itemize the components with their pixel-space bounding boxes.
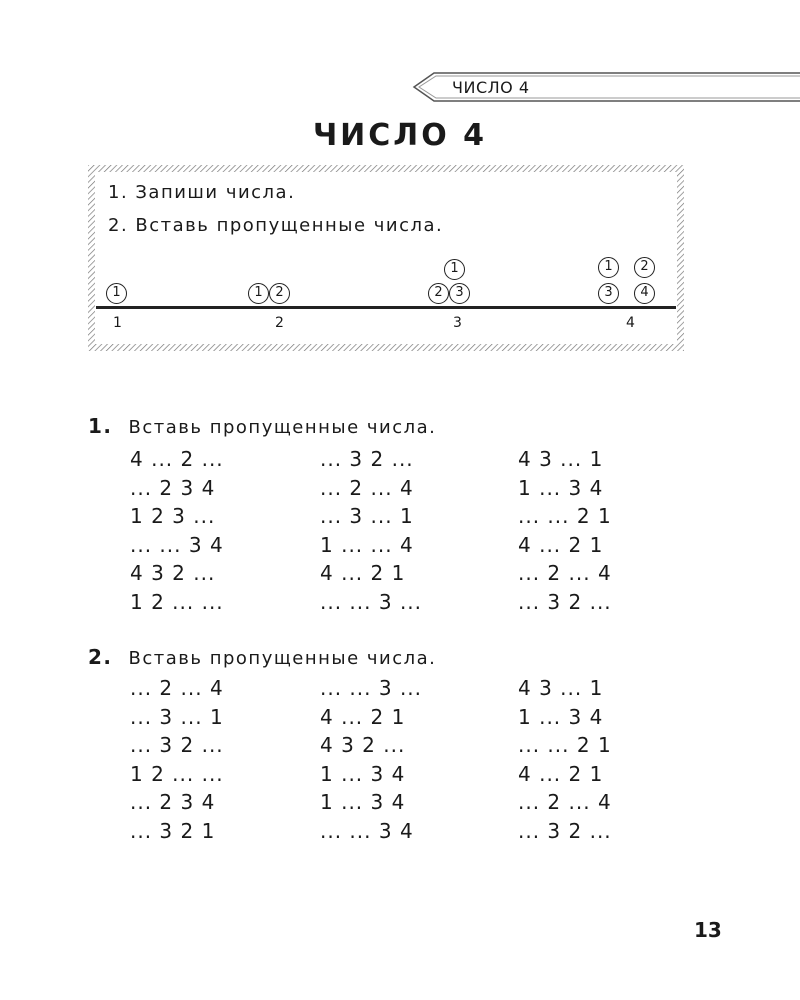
rule-item-1: 1. Запиши числа.	[108, 182, 296, 203]
exercise-1-sequence: ... 3 2 ...	[320, 447, 414, 471]
exercise-1-sequence: ... 2 ... 4	[320, 475, 414, 500]
exercise-1-sequence: 4 ... 2 1	[518, 532, 604, 557]
exercise-2-sequence: 1 ... 3 4	[320, 761, 406, 786]
counter-circle: 1	[598, 257, 619, 278]
rule-item-2: 2. Вставь пропущенные числа.	[108, 215, 444, 236]
exercise-1-sequence: ... 2 ... 4	[518, 561, 612, 586]
number-line-label: 3	[453, 315, 462, 331]
exercise-1-sequence: 1 ... ... 4	[320, 532, 414, 557]
counter-circle: 2	[428, 283, 449, 304]
number-line-label: 1	[113, 315, 122, 331]
exercise-1-heading	[88, 414, 436, 438]
counter-circle: 4	[634, 283, 655, 304]
exercise-2-sequence: ... 3 ... 1	[130, 704, 224, 729]
exercise-1-sequence: 1 2 ... ...	[130, 590, 224, 614]
rule-box	[88, 165, 684, 351]
exercise-2-sequence: ... 2 ... 4	[518, 790, 612, 815]
page-title: ЧИСЛО 4	[312, 118, 488, 153]
exercise-2-sequence: 4 3 ... 1	[518, 676, 604, 700]
exercise-2-sequence: ... 2 3 4	[130, 790, 216, 815]
exercise-1-sequence: ... 3 2 ...	[518, 590, 612, 614]
exercise-1-sequence: ... ... 3 ...	[320, 590, 423, 614]
exercise-2-sequence: ... 3 2 1	[130, 819, 216, 843]
number-line	[96, 306, 676, 309]
exercise-2-sequence: 1 2 ... ...	[130, 761, 224, 786]
exercise-2-sequence: ... 2 ... 4	[130, 676, 224, 700]
exercise-1-sequence: 4 ... 2 1	[320, 561, 406, 586]
exercise-1-sequence: ... 3 ... 1	[320, 504, 414, 529]
exercise-1-sequence: 1 2 3 ...	[130, 504, 216, 529]
exercise-1-instruction: Вставь пропущенные числа.	[128, 417, 437, 438]
exercise-1-sequence: 4 ... 2 ...	[130, 447, 224, 471]
exercise-1-sequence: ... ... 2 1	[518, 504, 612, 529]
exercise-2-sequence: 1 ... 3 4	[518, 704, 604, 729]
counter-circle: 1	[444, 259, 465, 280]
counter-circle: 2	[634, 257, 655, 278]
exercise-1-sequence: ... 2 3 4	[130, 475, 216, 500]
counter-circle: 2	[269, 283, 290, 304]
exercise-2-sequence: ... ... 2 1	[518, 733, 612, 758]
exercise-2-sequence: ... ... 3 ...	[320, 676, 423, 700]
exercise-1-sequence: ... ... 3 4	[130, 532, 224, 557]
counter-circle: 1	[106, 283, 127, 304]
exercise-2-sequence: ... 3 2 ...	[518, 819, 612, 843]
page-number: 13	[694, 918, 722, 942]
exercise-2-sequence: 4 ... 2 1	[518, 761, 604, 786]
exercise-2-sequence: 4 ... 2 1	[320, 704, 406, 729]
counter-circle: 1	[248, 283, 269, 304]
exercise-1-sequence: 1 ... 3 4	[518, 475, 604, 500]
exercise-1-sequence: 4 3 ... 1	[518, 447, 604, 471]
number-line-label: 2	[275, 315, 284, 331]
exercise-1-sequence: 4 3 2 ...	[130, 561, 216, 586]
counter-circle: 3	[449, 283, 470, 304]
exercise-1-number: 1.	[88, 414, 113, 438]
number-line-label: 4	[626, 315, 635, 331]
header-tab	[412, 72, 800, 102]
exercise-2-instruction: Вставь пропущенные числа.	[128, 648, 437, 669]
exercise-2-sequence: 1 ... 3 4	[320, 790, 406, 815]
exercise-2-heading	[88, 645, 436, 669]
exercise-2-sequence: ... ... 3 4	[320, 819, 414, 843]
counter-circle: 3	[598, 283, 619, 304]
exercise-2-sequence: ... 3 2 ...	[130, 733, 224, 758]
exercise-2-number: 2.	[88, 645, 113, 669]
header-tab-label: ЧИСЛО 4	[452, 78, 530, 97]
exercise-2-sequence: 4 3 2 ...	[320, 733, 406, 758]
